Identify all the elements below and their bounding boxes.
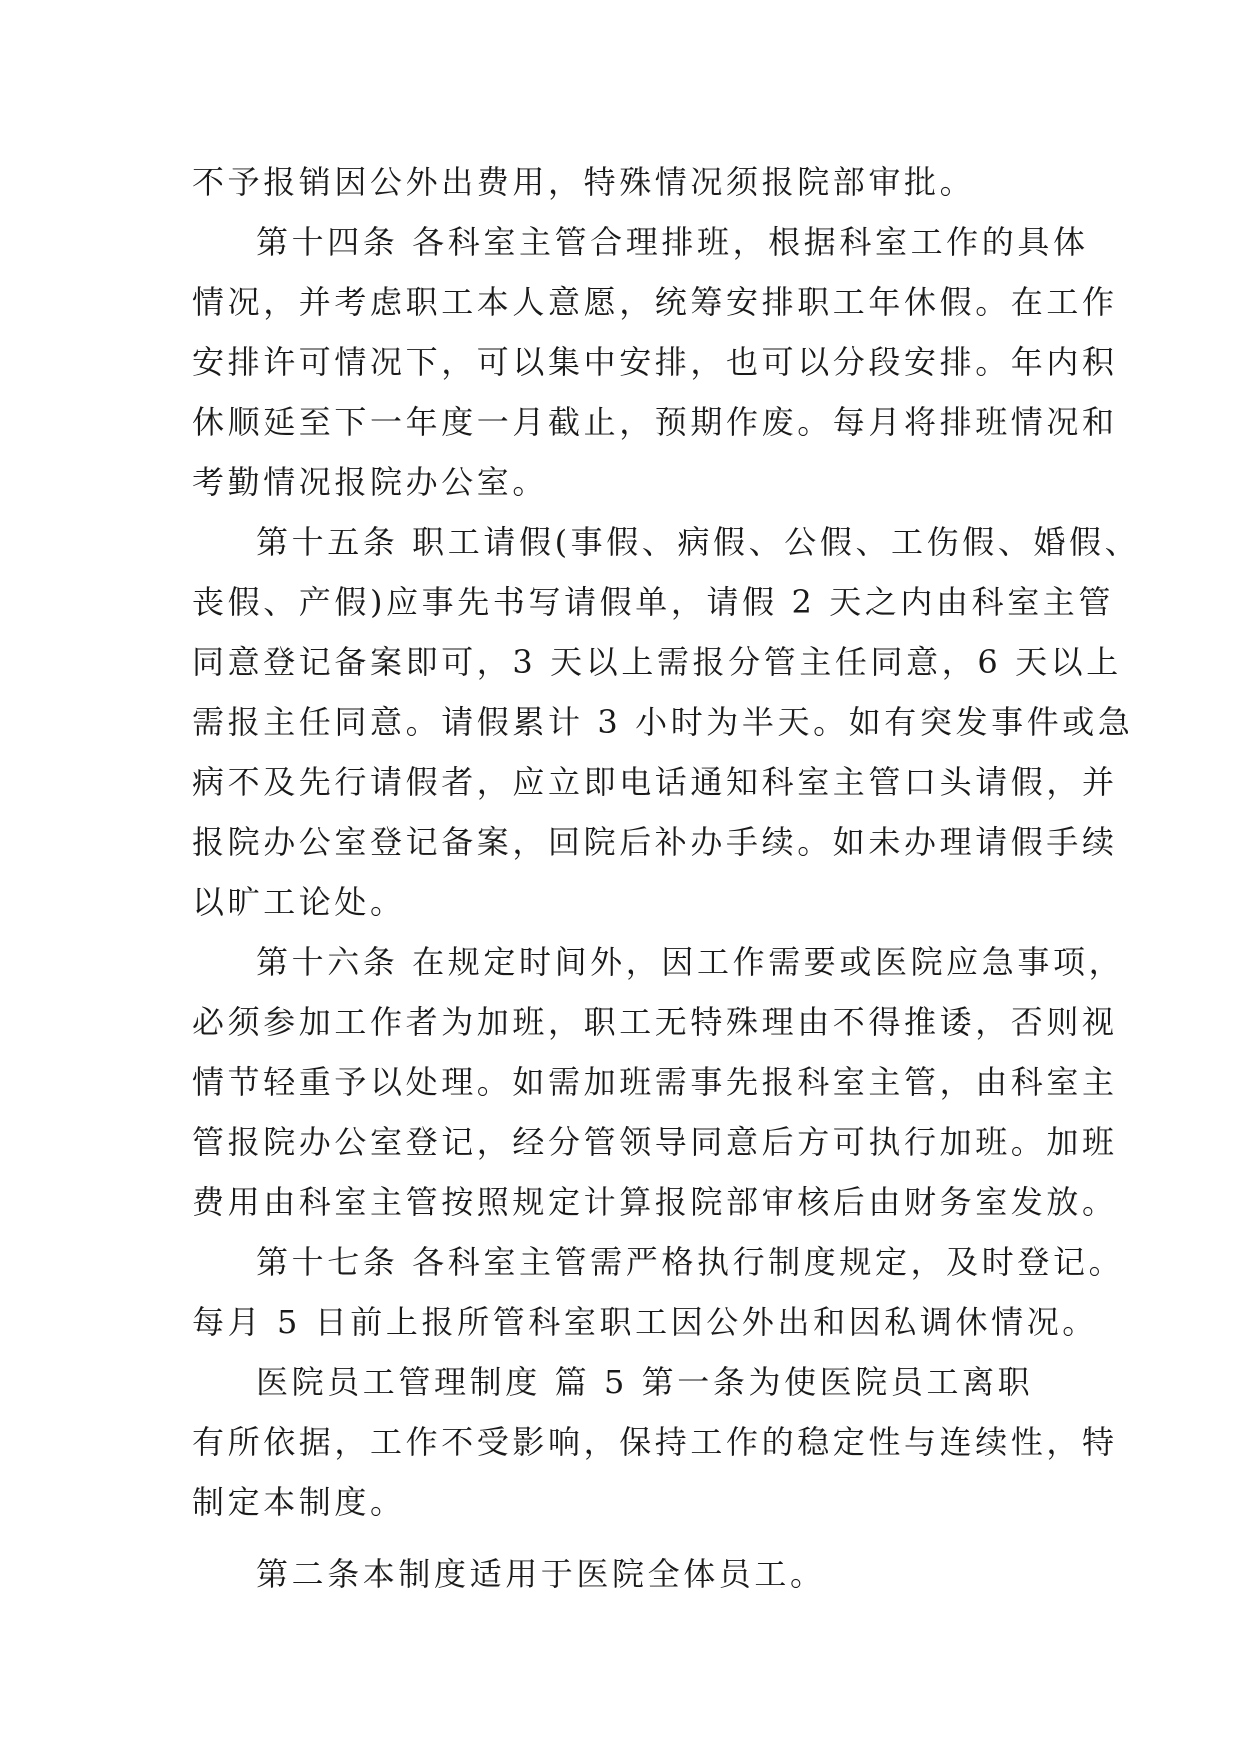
text-line: 病不及先行请假者，应立即电话通知科室主管口头请假，并	[192, 763, 1118, 801]
article-2-line: 第二条本制度适用于医院全体员工。	[256, 1555, 826, 1593]
text-line: 有所依据，工作不受影响，保持工作的稳定性与连续性，特	[192, 1423, 1118, 1461]
text-line: 不予报销因公外出费用，特殊情况须报院部审批。	[192, 163, 976, 201]
text-line: 丧假、产假)应事先书写请假单，请假 2 天之内由科室主管	[192, 583, 1114, 621]
text-line: 制定本制度。	[192, 1483, 406, 1521]
text-line: 需报主任同意。请假累计 3 小时为半天。如有突发事件或急	[192, 703, 1134, 741]
paragraph-gap	[192, 1532, 1052, 1544]
text-line: 报院办公室登记备案，回院后补办手续。如未办理请假手续	[192, 823, 1118, 861]
article-14-heading-line: 第十四条 各科室主管合理排班，根据科室工作的具体	[256, 223, 1089, 261]
text-line: 每月 5 日前上报所管科室职工因公外出和因私调休情况。	[192, 1303, 1098, 1341]
text-line: 情节轻重予以处理。如需加班需事先报科室主管，由科室主	[192, 1063, 1118, 1101]
text-line: 安排许可情况下，可以集中安排，也可以分段安排。年内积	[192, 343, 1118, 381]
article-15-heading-line: 第十五条 职工请假(事假、病假、公假、工伤假、婚假、	[256, 523, 1141, 561]
text-line: 管报院办公室登记，经分管领导同意后方可执行加班。加班	[192, 1123, 1118, 1161]
document-body	[192, 152, 1141, 1604]
text-line: 情况，并考虑职工本人意愿，统筹安排职工年休假。在工作	[192, 283, 1118, 321]
text-line: 休顺延至下一年度一月截止，预期作废。每月将排班情况和	[192, 403, 1118, 441]
text-line: 必须参加工作者为加班，职工无特殊理由不得推诿，否则视	[192, 1003, 1118, 1041]
text-line: 同意登记备案即可，3 天以上需报分管主任同意，6 天以上	[192, 643, 1122, 681]
article-17-heading-line: 第十七条 各科室主管需严格执行制度规定，及时登记。	[256, 1243, 1125, 1281]
text-line: 以旷工论处。	[192, 883, 406, 921]
section-5-heading-line: 医院员工管理制度 篇 5 第一条为使医院员工离职	[256, 1363, 1034, 1401]
text-line: 费用由科室主管按照规定计算报院部审核后由财务室发放。	[192, 1183, 1118, 1221]
text-line: 考勤情况报院办公室。	[192, 463, 549, 501]
article-16-heading-line: 第十六条 在规定时间外，因工作需要或医院应急事项，	[256, 943, 1125, 981]
